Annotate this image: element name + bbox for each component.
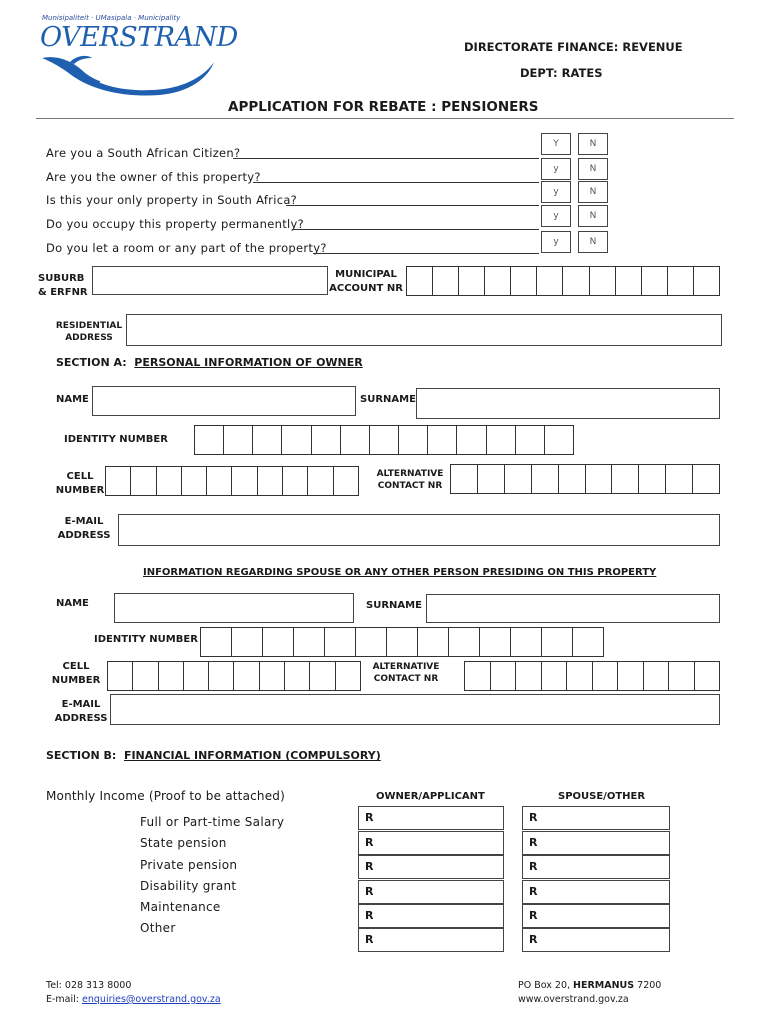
no-box[interactable]: N: [578, 231, 608, 253]
title-rule: [36, 118, 734, 119]
spouse-other-input[interactable]: R: [522, 928, 670, 952]
residential-label: RESIDENTIAL ADDRESS: [55, 321, 123, 343]
no-box[interactable]: N: [578, 133, 608, 155]
spouse-alt-contact-label: ALTERNATIVE CONTACT NR: [372, 662, 440, 684]
owner-name-input[interactable]: [92, 386, 356, 416]
owner-column-header: OWNER/APPLICANT: [376, 791, 485, 802]
question-text: Do you let a room or any part of the property?: [46, 241, 327, 255]
logo-name: OVERSTRAND: [40, 22, 238, 53]
footer-email: E-mail: enquiries@overstrand.gov.za: [46, 994, 221, 1005]
email-link[interactable]: enquiries@overstrand.gov.za: [82, 994, 221, 1005]
spouse-id-cells[interactable]: [200, 627, 604, 657]
owner-other-input[interactable]: R: [358, 928, 504, 952]
owner-alt-contact-cells[interactable]: [450, 464, 720, 494]
logo-tagline: Munisipaliteit · UMasipala · Municipality: [42, 14, 181, 22]
suburb-erf-input[interactable]: [92, 266, 328, 295]
yes-box[interactable]: Y: [541, 133, 571, 155]
income-item: Other: [140, 921, 176, 935]
no-box[interactable]: N: [578, 158, 608, 180]
cell-label: CELL NUMBER: [55, 471, 105, 496]
spouse-email-label: E-MAIL ADDRESS: [54, 699, 108, 724]
yes-box[interactable]: y: [541, 231, 571, 253]
owner-private-pension-input[interactable]: R: [358, 855, 504, 879]
directorate-label: DIRECTORATE FINANCE: REVENUE: [464, 40, 683, 54]
id-label: IDENTITY NUMBER: [64, 434, 168, 445]
no-box[interactable]: N: [578, 181, 608, 203]
monthly-income-label: Monthly Income (Proof to be attached): [46, 789, 286, 803]
owner-surname-input[interactable]: [416, 388, 720, 419]
spouse-cell-label: CELL NUMBER: [51, 661, 101, 686]
footer-address: PO Box 20, HERMANUS 7200: [518, 980, 662, 991]
spouse-cell-cells[interactable]: [107, 661, 361, 691]
yes-box[interactable]: y: [541, 158, 571, 180]
spouse-salary-input[interactable]: R: [522, 806, 670, 830]
owner-id-cells[interactable]: [194, 425, 574, 455]
name-label: NAME: [56, 394, 89, 405]
page-title: APPLICATION FOR REBATE : PENSIONERS: [228, 99, 539, 115]
spouse-email-input[interactable]: [110, 694, 720, 725]
answer-line[interactable]: [233, 158, 539, 159]
question-text: Do you occupy this property permanently?: [46, 217, 305, 231]
owner-disability-input[interactable]: R: [358, 880, 504, 904]
question-text: Are you a South African Citizen?: [46, 146, 241, 160]
owner-salary-input[interactable]: R: [358, 806, 504, 830]
account-number-cells[interactable]: [406, 266, 720, 296]
account-label: MUNICIPAL ACCOUNT NR: [329, 269, 403, 294]
income-item: Disability grant: [140, 879, 237, 893]
spouse-state-pension-input[interactable]: R: [522, 831, 670, 855]
residential-address-input[interactable]: [126, 314, 722, 346]
spouse-private-pension-input[interactable]: R: [522, 855, 670, 879]
owner-cell-cells[interactable]: [105, 466, 359, 496]
spouse-column-header: SPOUSE/OTHER: [558, 791, 646, 802]
section-b-heading: SECTION B: FINANCIAL INFORMATION (COMPULSORY): [46, 749, 381, 762]
question-text: Is this your only property in South Africa?: [46, 193, 298, 207]
answer-line[interactable]: [253, 182, 539, 183]
email-label: E-MAIL ADDRESS: [57, 516, 111, 541]
yes-box[interactable]: y: [541, 205, 571, 227]
alt-contact-label: ALTERNATIVE CONTACT NR: [376, 469, 444, 491]
footer-website: www.overstrand.gov.za: [518, 994, 629, 1005]
spouse-alt-contact-cells[interactable]: [464, 661, 720, 691]
dept-label: DEPT: RATES: [520, 66, 603, 80]
spouse-heading: INFORMATION REGARDING SPOUSE OR ANY OTHER PERSON PRESIDING ON THIS PROPERTY: [143, 567, 657, 578]
spouse-name-input[interactable]: [114, 593, 354, 623]
yes-box[interactable]: y: [541, 181, 571, 203]
spouse-maintenance-input[interactable]: R: [522, 904, 670, 928]
suburb-label: SUBURB & ERFNR: [38, 273, 88, 298]
owner-state-pension-input[interactable]: R: [358, 831, 504, 855]
spouse-surname-input[interactable]: [426, 594, 720, 623]
income-item: Maintenance: [140, 900, 221, 914]
whale-icon: [40, 52, 216, 96]
answer-line[interactable]: [292, 229, 539, 230]
spouse-name-label: NAME: [56, 598, 89, 609]
footer-tel: Tel: 028 313 8000: [46, 980, 132, 991]
spouse-surname-label: SURNAME: [366, 600, 422, 611]
answer-line[interactable]: [286, 205, 539, 206]
section-a-heading: SECTION A: PERSONAL INFORMATION OF OWNER: [56, 356, 363, 369]
owner-email-input[interactable]: [118, 514, 720, 546]
no-box[interactable]: N: [578, 205, 608, 227]
question-text: Are you the owner of this property?: [46, 170, 261, 184]
income-item: Full or Part-time Salary: [140, 815, 285, 829]
owner-maintenance-input[interactable]: R: [358, 904, 504, 928]
spouse-disability-input[interactable]: R: [522, 880, 670, 904]
income-item: State pension: [140, 836, 227, 850]
income-item: Private pension: [140, 858, 238, 872]
logo: [36, 14, 238, 96]
spouse-id-label: IDENTITY NUMBER: [94, 634, 198, 645]
answer-line[interactable]: [313, 253, 539, 254]
surname-label: SURNAME: [360, 394, 416, 405]
